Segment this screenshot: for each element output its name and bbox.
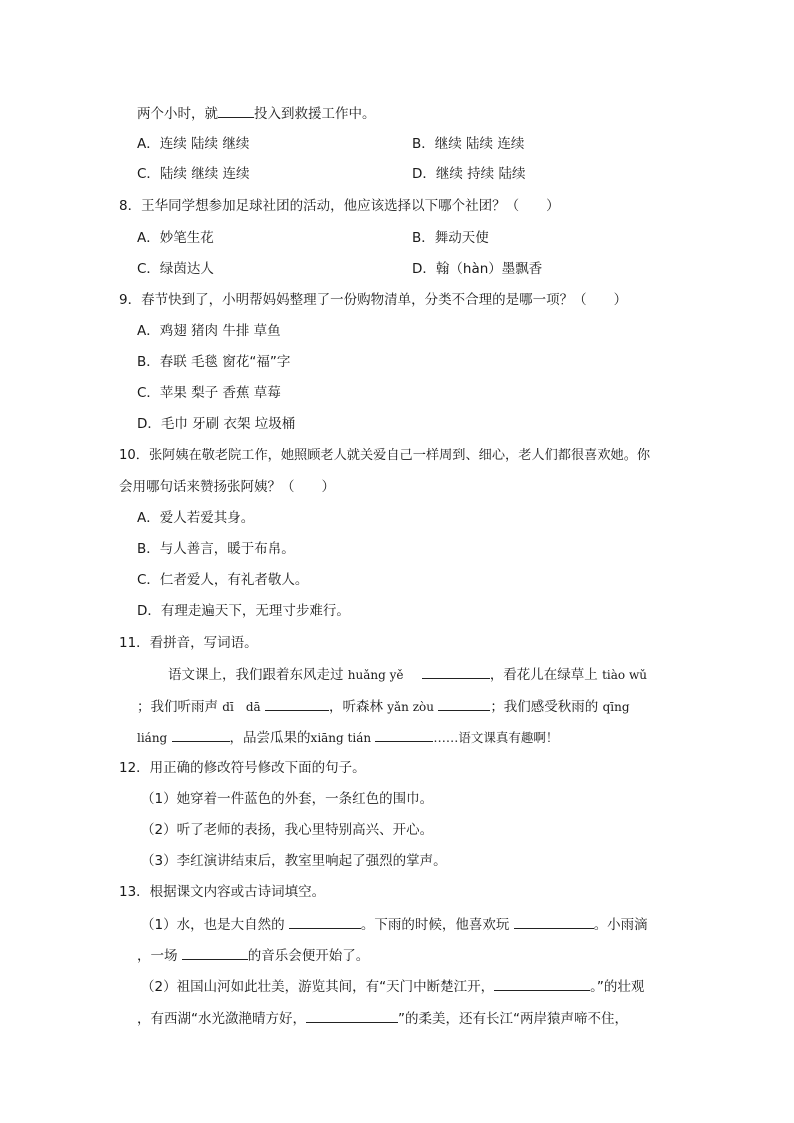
- q7-blank[interactable]: [218, 103, 254, 118]
- q12-stem: 12．用正确的修改符号修改下面的句子。: [119, 760, 366, 776]
- q11-text: ；我们感受秋雨的: [490, 699, 599, 715]
- q13-blank-3[interactable]: [182, 945, 248, 960]
- q8-option-b[interactable]: B．舞动天使: [412, 230, 489, 246]
- q10-stem-line1: 10．张阿姨在敬老院工作，她照顾老人就关爱自己一样周到、细心，老人们都很喜欢她。你: [119, 448, 651, 463]
- q11-blank-3[interactable]: [265, 696, 329, 711]
- q10-option-c[interactable]: C．仁者爱人，有礼者敬人。: [137, 572, 309, 588]
- pinyin-xiangtian: xiāng tián: [310, 731, 372, 745]
- q11-text: ；我们听雨声: [137, 699, 218, 715]
- q9-option-d[interactable]: D．毛巾 牙刷 衣架 垃圾桶: [137, 416, 296, 432]
- q12-item-2: （2）听了老师的表扬，我心里特别高兴、开心。: [141, 822, 434, 838]
- q9-option-c[interactable]: C．苹果 梨子 香蕉 草莓: [137, 385, 281, 401]
- q13-text: ，有西湖“水光潋滟晴方好，: [137, 1011, 306, 1027]
- q13-text: （2）祖国山河如此壮美，游览其间，有“天门中断楚江开，: [141, 979, 495, 995]
- pinyin-huangye: huǎng yě: [347, 668, 404, 682]
- q11-line1: [168, 664, 647, 685]
- q7-text-a: 两个小时，就: [137, 106, 218, 122]
- q12-item-3: （3）李红演讲结束后，教室里响起了强烈的掌声。: [141, 853, 447, 869]
- pinyin-qing: qīng: [602, 700, 630, 714]
- q8-stem: 8．王华同学想参加足球社团的活动，他应该选择以下哪个社团？（ ）: [119, 198, 560, 214]
- q13-part1-line2: [137, 945, 369, 966]
- q13-part2-line1: [141, 976, 644, 997]
- q9-option-a[interactable]: A．鸡翅 猪肉 牛排 草鱼: [137, 323, 281, 339]
- q11-text: ，品尝瓜果的: [229, 730, 311, 746]
- q11-stem: 11．看拼音，写词语。: [119, 635, 258, 651]
- q10-option-d[interactable]: D．有理走遍天下，无理寸步难行。: [137, 603, 350, 619]
- q13-stem: 13．根据课文内容或古诗词填空。: [119, 884, 326, 900]
- q11-text: 语文课上，我们跟着东风走过: [168, 667, 344, 683]
- q8-option-d[interactable]: D．翰（hàn）墨飘香: [412, 261, 543, 277]
- q11-blank-4[interactable]: [438, 696, 490, 711]
- q11-text: ，听森林: [328, 699, 383, 715]
- q11-line3: [137, 727, 558, 748]
- q11-line2: [137, 696, 630, 717]
- q13-blank-4[interactable]: [494, 976, 590, 991]
- q11-blank-5[interactable]: [172, 727, 230, 742]
- q13-blank-1[interactable]: [289, 914, 361, 929]
- q13-blank-5[interactable]: [306, 1008, 398, 1023]
- q13-blank-2[interactable]: [514, 914, 594, 929]
- q13-text: 。下雨的时候，他喜欢玩: [360, 917, 510, 933]
- q7-option-b[interactable]: B．继续 陆续 连续: [412, 136, 525, 152]
- q13-text: ，一场: [137, 948, 178, 964]
- q7-text-b: 投入到救援工作中。: [254, 106, 376, 122]
- q11-text: ……语文课真有趣啊！: [433, 730, 559, 745]
- q8-option-a[interactable]: A．妙笔生花: [137, 230, 214, 246]
- q11-blank-1[interactable]: [422, 664, 490, 679]
- q9-stem: 9．春节快到了，小明帮妈妈整理了一份购物清单，分类不合理的是哪一项？（ ）: [119, 292, 628, 308]
- q11-text: ，看花儿在绿草上: [489, 667, 598, 683]
- q8-option-c[interactable]: C．绿茵达人: [137, 261, 214, 277]
- q13-part2-line2: [137, 1008, 628, 1029]
- q13-text: 的音乐会便开始了。: [247, 948, 370, 964]
- q7-option-a[interactable]: A．连续 陆续 继续: [137, 136, 250, 152]
- q11-blank-6[interactable]: [375, 727, 433, 742]
- pinyin-tiaowu: tiào wǔ: [602, 668, 647, 682]
- q12-item-1: （1）她穿着一件蓝色的外套，一条红色的围巾。: [141, 791, 434, 807]
- q13-text: 。小雨滴: [593, 917, 648, 933]
- q10-option-b[interactable]: B．与人善言，暖于布帛。: [137, 541, 295, 557]
- q7-option-c[interactable]: C．陆续 继续 连续: [137, 166, 250, 182]
- pinyin-dida: dī dā: [222, 700, 261, 714]
- q13-text: ”的柔美，还有长江“两岸猿声啼不住，: [398, 1011, 628, 1027]
- q7-option-d[interactable]: D．继续 持续 陆续: [412, 166, 526, 182]
- q13-text: 。”的壮观: [590, 979, 645, 995]
- pinyin-yanzou: yǎn zòu: [387, 700, 435, 714]
- q13-text: （1）水，也是大自然的: [141, 917, 285, 933]
- q13-part1-line1: [141, 914, 648, 935]
- q9-option-b[interactable]: B．春联 毛毯 窗花“福”字: [137, 354, 291, 370]
- q10-option-a[interactable]: A．爱人若爱其身。: [137, 510, 255, 526]
- q10-stem-line2: 会用哪句话来赞扬张阿姨？（ ）: [119, 479, 335, 495]
- q7-continuation: [137, 103, 376, 124]
- pinyin-liang: liáng: [137, 731, 168, 745]
